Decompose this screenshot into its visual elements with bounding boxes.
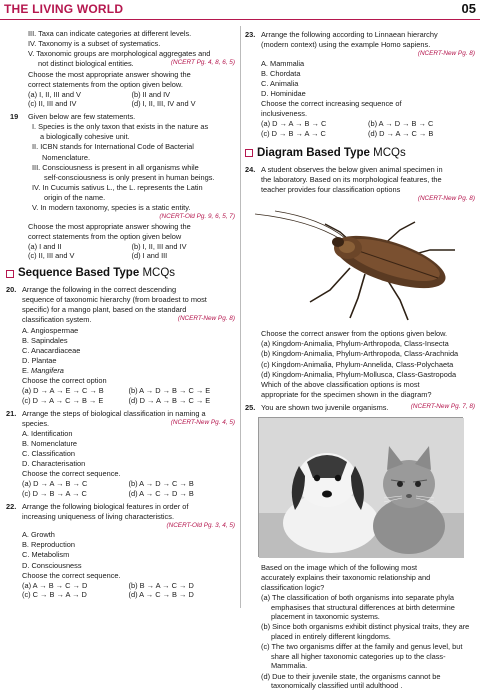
q19-stem: Given below are few statements.	[28, 112, 136, 121]
q19-s1b: a biologically cohesive unit.	[40, 132, 130, 142]
q22-item-d: D. Consciousness	[22, 560, 82, 570]
q20-options-row1	[22, 386, 235, 396]
q19-s3a: III. Consciousness is present in all organisms while	[32, 162, 199, 172]
q21-l2: species.	[22, 418, 50, 428]
q25-option-d[interactable]: (d) Due to their juvenile state, the organisms cannot be taxonomically classified until adulthood .	[261, 671, 441, 691]
q24-prompt: Choose the correct answer from the options given below.	[261, 329, 448, 339]
q19-s5: V. In modern taxonomy, species is a static entity.	[32, 203, 191, 213]
column-divider	[240, 26, 241, 608]
q19-s3b: self-consciousness is only present in human beings.	[44, 172, 215, 182]
q21-options-row2	[22, 489, 235, 499]
puppy-kitten-photo	[258, 417, 463, 557]
q25-option-a[interactable]: (a) The classification of both organisms into separate phyla emphasises that structural differences at birth determine placement in taxonomic systems.	[261, 593, 455, 622]
question-24-options	[245, 329, 475, 399]
q25-p1: Based on the image which of the following most	[261, 562, 418, 572]
question-19	[6, 112, 235, 261]
q21-number: 21.	[6, 408, 17, 418]
question-25-body	[245, 563, 475, 691]
q22-options-row2	[22, 590, 235, 600]
q20-number: 20.	[6, 285, 17, 295]
q24-option-a[interactable]: (a) Kingdom-Animalia, Phylum-Arthropoda, Class-Insecta	[261, 339, 449, 349]
q20-item-c: C. Anacardiaceae	[22, 345, 81, 355]
statement-4: IV. Taxonomy is a subset of systematics.	[28, 39, 161, 49]
q23-options-row1	[261, 119, 475, 129]
question-23	[245, 30, 475, 139]
q20-option-a[interactable]: (a) D → A → E → C → B	[22, 386, 104, 396]
q19-s4a: IV. In Cucumis sativus L., the L. represents the Latin	[32, 182, 203, 192]
q20-prompt: Choose the correct option	[22, 376, 107, 386]
q20-item-a: A. Angiospermae	[22, 325, 79, 335]
q22-item-b: B. Reproduction	[22, 540, 75, 550]
q22-option-c[interactable]: (c) C → B → A → D	[22, 590, 87, 600]
q25-l1: You are shown two juvenile organisms.	[261, 403, 389, 413]
q19-option-d[interactable]: (d) I and III	[131, 251, 168, 261]
statement-5a: V. Taxonomic groups are morphological aggregates and	[28, 49, 211, 59]
q22-l1: Arrange the following biological features in order of	[22, 501, 189, 511]
q24-number: 24.	[245, 164, 256, 174]
page-header	[0, 0, 480, 20]
page-number: 05	[461, 1, 476, 16]
q21-l1: Arrange the steps of biological classification in naming a	[22, 408, 206, 418]
section-diagram-mcq: MCQs	[373, 146, 406, 159]
q18-option-a[interactable]: (a) I, II, III and V	[28, 89, 81, 99]
q21-option-a[interactable]: (a) D → A → B → C	[22, 479, 88, 489]
q22-item-c: C. Metabolism	[22, 550, 70, 560]
right-column	[245, 30, 475, 691]
q24-option-d[interactable]: (d) Kingdom-Animalia, Phylum-Mollusca, Class-Gastropoda	[261, 369, 457, 379]
q22-option-a[interactable]: (a) A → B → C → D	[22, 580, 88, 590]
section-diagram-heading	[245, 146, 475, 161]
puppy-kitten-icon	[259, 418, 464, 558]
q20-l2: sequence of taxonomic hierarchy (from broadest to most	[22, 295, 207, 305]
q21-options-row1	[22, 479, 235, 489]
q23-item-b: B. Chordata	[261, 68, 301, 78]
q22-source: (NCERT-Old Pg. 3, 4, 5)	[166, 521, 235, 529]
q20-l3: specific) for a mango plant, based on the standard	[22, 305, 187, 315]
question-21	[6, 409, 235, 499]
q19-statements	[28, 122, 235, 213]
q21-item-c: C. Classification	[22, 449, 75, 459]
chapter-title: THE LIVING WORLD	[4, 2, 124, 16]
q18-option-c[interactable]: (c) II, III and IV	[28, 99, 77, 109]
statement-3: III. Taxa can indicate categories at different levels.	[28, 29, 192, 38]
q24-option-b[interactable]: (b) Kingdom-Animalia, Phylum-Arthropoda, Class-Arachnida	[261, 349, 459, 359]
q23-l2: (modern context) using the example Homo sapiens.	[261, 40, 431, 50]
q24-option-c[interactable]: (c) Kingdom-Animalia, Phylum-Annelida, Class-Polychaeta	[261, 359, 454, 369]
q18-tail	[6, 29, 235, 109]
question-24	[245, 165, 475, 204]
q18-option-b[interactable]: (b) II and IV	[131, 89, 171, 99]
q23-item-d: D. Hominidae	[261, 88, 306, 98]
q22-options-row1	[22, 581, 235, 591]
section-sequence-mcq: MCQs	[142, 267, 176, 280]
question-25	[245, 403, 475, 413]
q25-option-c[interactable]: (c) The two organisms differ at the family and genus level, but share all higher taxonomic categories up to the class-Mammalia.	[261, 642, 463, 671]
q19-source: (NCERT-Old Pg. 9, 6, 5, 7)	[159, 213, 235, 221]
q21-source: (NCERT-New Pg. 4, 5)	[170, 418, 235, 426]
q19-option-a[interactable]: (a) I and II	[28, 241, 62, 251]
q21-option-c[interactable]: (c) D → B → A → C	[22, 489, 87, 499]
q20-l4-row	[22, 315, 235, 325]
q23-option-b[interactable]: (b) A → D → B → C	[368, 119, 434, 129]
q23-prompt-2: inclusiveness.	[261, 109, 308, 119]
q24-l1: A student observes the below given animal specimen in	[261, 164, 443, 174]
q25-source: (NCERT-New Pg. 7, 8)	[410, 403, 475, 411]
q20-item-b: B. Sapindales	[22, 335, 68, 345]
q21-item-a: A. Identification	[22, 428, 73, 438]
cockroach-image	[245, 207, 475, 325]
q23-item-c: C. Animalia	[261, 78, 299, 88]
q23-option-d[interactable]: (d) D → A → C → B	[368, 128, 434, 138]
q25-p2: accurately explains their taxonomic relationship and	[261, 572, 431, 582]
q21-option-b[interactable]: (b) A → D → C → B	[128, 479, 194, 489]
q18-option-d[interactable]: (d) I, II, III, IV and V	[131, 99, 196, 109]
q19-prompt-1: Choose the most appropriate answer showing the	[28, 221, 191, 231]
question-20	[6, 285, 235, 406]
q22-prompt: Choose the correct sequence.	[22, 570, 121, 580]
left-column	[6, 29, 235, 600]
section-square-icon	[6, 270, 14, 278]
q19-s2b: Nomenclature.	[42, 152, 91, 162]
q23-option-c[interactable]: (c) D → B → A → C	[261, 128, 326, 138]
q18-prompt-1: Choose the most appropriate answer showing the	[28, 69, 191, 79]
q23-options-row2	[261, 129, 475, 139]
q23-number: 23.	[245, 30, 256, 39]
cockroach-icon	[250, 210, 470, 322]
q22-l2: increasing uniqueness of living characteristics.	[22, 511, 174, 521]
q22-option-b[interactable]: (b) B → A → C → D	[128, 580, 194, 590]
q18-prompt-2: correct statements from the option given below.	[28, 79, 183, 89]
q19-prompt-2: correct statements from the option given below	[28, 231, 182, 241]
q24-l3: teacher provides four classification options	[261, 184, 401, 194]
q18-options-row1	[28, 90, 235, 100]
q20-option-d[interactable]: (d) D → A → B → C → E	[128, 395, 211, 405]
q19-options-row2	[28, 251, 235, 261]
q22-item-a: A. Growth	[22, 530, 55, 540]
q20-l1: Arrange the following in the correct descending	[22, 285, 177, 295]
q20-l4: classification system.	[22, 315, 92, 325]
q25-p3: classification logic?	[261, 582, 325, 592]
q21-item-d: D. Characterisation	[22, 459, 86, 469]
q20-options-row2	[22, 396, 235, 406]
q25-number: 25.	[245, 403, 256, 413]
statement-5b-row	[28, 59, 235, 69]
q19-options-row1	[28, 242, 235, 252]
q24-follow-1: Which of the above classification options is most	[261, 379, 420, 389]
q19-s2a: II. ICBN stands for International Code of Bacterial	[32, 142, 194, 152]
statement-5b: not distinct biological entities.	[38, 59, 134, 69]
q21-option-d[interactable]: (d) A → C → D → B	[128, 489, 194, 499]
section-sequence-title: Sequence Based Type	[18, 267, 140, 280]
q20-option-c[interactable]: (c) D → A → C → B → E	[22, 395, 104, 405]
q21-item-b: B. Nomenclature	[22, 438, 78, 448]
q23-source: (NCERT-New Pg. 8)	[417, 50, 475, 58]
question-22	[6, 502, 235, 600]
q19-number: 19	[10, 112, 19, 121]
q19-s1a: I. Species is the only taxon that exists in the nature as	[32, 122, 209, 132]
q23-option-a[interactable]: (a) D → A → B → C	[261, 119, 327, 129]
q20-option-b[interactable]: (b) A → D → B → C → E	[128, 386, 211, 396]
q20-item-e: Mangifera	[31, 366, 64, 376]
section-diagram-title-wrap	[257, 146, 406, 161]
q19-option-b[interactable]: (b) I, II, III and IV	[131, 241, 187, 251]
q19-s4b: origin of the name.	[44, 193, 106, 202]
q18-source: (NCERT Pg. 4, 8, 6, 5)	[170, 59, 235, 67]
q22-option-d[interactable]: (d) A → C → B → D	[128, 590, 194, 600]
q25-option-b[interactable]: (b) Since both organisms exhibit distinct physical traits, they are placed in entirely different kingdoms.	[261, 622, 470, 642]
q23-l1: Arrange the following according to Linnaean hierarchy	[261, 30, 438, 39]
q21-l2-row	[22, 419, 235, 429]
q20-item-d: D. Plantae	[22, 355, 57, 365]
q24-source: (NCERT-New Pg. 8)	[417, 194, 475, 202]
q23-item-a: A. Mammalia	[261, 58, 305, 68]
q21-prompt: Choose the correct sequence.	[22, 469, 121, 479]
q25-l1-row	[261, 403, 475, 413]
q19-option-c[interactable]: (c) II, III and V	[28, 251, 75, 261]
section-diagram-title: Diagram Based Type	[257, 146, 370, 159]
q24-l2: the laboratory. Based on its morphological features, the	[261, 174, 442, 184]
q22-number: 22.	[6, 501, 17, 511]
q18-options-row2	[28, 99, 235, 109]
section-square-icon	[245, 149, 253, 157]
section-sequence-heading	[6, 266, 235, 281]
q23-prompt-1: Choose the correct increasing sequence of	[261, 99, 402, 109]
q24-follow-2: appropriate for the specimen shown in the diagram?	[261, 389, 432, 399]
q20-item-e-row: E. Mangifera	[22, 366, 64, 376]
q20-source: (NCERT-New Pg. 8)	[177, 315, 235, 323]
section-sequence-title-wrap	[18, 266, 175, 281]
